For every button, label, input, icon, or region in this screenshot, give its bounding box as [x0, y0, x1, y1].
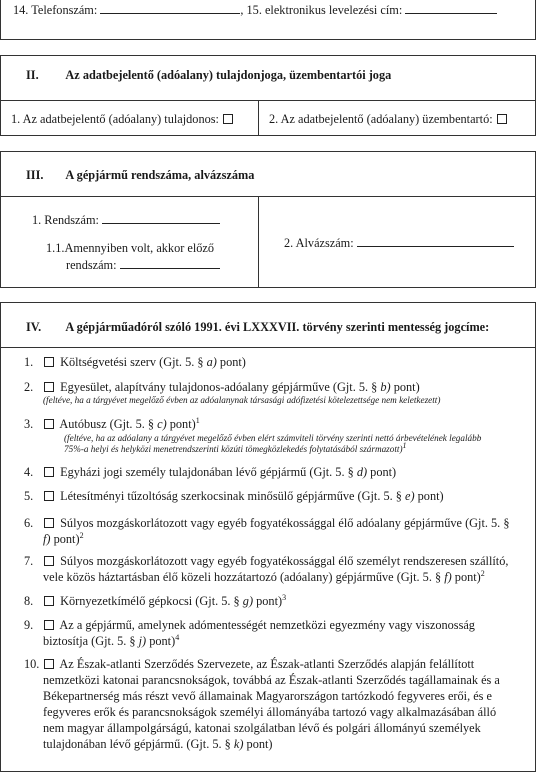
owner-checkbox[interactable]	[223, 114, 233, 124]
exemption-checkbox-10[interactable]	[44, 659, 54, 669]
phone-field[interactable]	[100, 3, 240, 14]
chassis-field[interactable]	[357, 236, 514, 247]
exemption-checkbox-9[interactable]	[44, 620, 54, 630]
owner-label: 1. Az adatbejelentő (adóalany) tulajdonos:	[11, 112, 219, 126]
prev-plate-label-line1: 1.1.Amennyiben volt, akkor előző	[46, 241, 215, 255]
exemption-item-3-note-2: 75%-a helyi és helyközi menetrendszerinti közúti tömegközlekedés folytatásából származott)$^1$	[64, 440, 407, 454]
exemption-item-3-note-1: (feltéve, ha az adóalany a tárgyévet megelőző évben elért számviteli törvény szerinti nettó árbevételének legalább	[64, 433, 482, 443]
email-field[interactable]	[405, 3, 497, 14]
exemption-checkbox-4[interactable]	[44, 467, 54, 477]
prev-plate-label-line2: rendszám:	[66, 258, 117, 272]
exemption-item-2: 2. Egyesület, alapítvány tulajdonos-adóalany gépjárműve (Gjt. 5. § b) pont)	[24, 380, 420, 394]
exemption-item-10-line6: tulajdonában lévő gépjármű. (Gjt. 5. § k) pont)	[43, 737, 273, 751]
exemption-checkbox-2[interactable]	[44, 382, 54, 392]
exemption-item-6-cont: f) pont)$^2$	[43, 530, 84, 546]
prev-plate-field[interactable]	[120, 258, 220, 269]
operator-checkbox[interactable]	[497, 114, 507, 124]
section-ii-title: Az adatbejelentő (adóalany) tulajdonjoga, üzembentartói joga	[65, 68, 392, 82]
section-iv-title: A gépjárműadóról szóló 1991. évi LXXXVII. törvény szerinti mentesség jogcíme:	[65, 320, 490, 334]
exemption-item-9-cont: biztosítja (Gjt. 5. § j) pont)$^4$	[43, 632, 180, 648]
exemption-item-5: 5. Létesítményi tűzoltóság szerkocsinak minősülő gépjárműve (Gjt. 5. § e) pont)	[24, 489, 444, 503]
exemption-item-2-note: (feltéve, ha a tárgyévet megelőző évben az adóalanynak társasági adófizetési kötelezettsége nem keletkezett)	[43, 395, 441, 405]
section-iii-title: A gépjármű rendszáma, alvázszáma	[65, 168, 255, 182]
exemption-item-9: 9. Az a gépjármű, amelynek adómentességét nemzetközi egyezmény vagy viszonosság	[24, 618, 475, 632]
contact-box: 14. Telefonszám: , 15. elektronikus levelezési cím:	[0, 0, 536, 40]
chassis-label: 2. Alvázszám:	[284, 236, 354, 250]
section-iii-number: III.	[26, 168, 44, 182]
operator-label: 2. Az adatbejelentő (adóalany) üzembentartó:	[269, 112, 493, 126]
section-ii-box	[0, 55, 536, 136]
exemption-checkbox-7[interactable]	[44, 556, 54, 566]
exemption-item-7: 7. Súlyos mozgáskorlátozott vagy egyéb fogyatékossággal élő személyt rendszeresen szállító,	[24, 554, 509, 568]
exemption-item-10: 10. Az Észak-atlanti Szerződés Szervezete, az Észak-atlanti Szerződés alapján felállított	[24, 657, 475, 671]
exemption-item-7-cont: vele közös háztartásban élő közeli hozzátartozó (adóalany) gépjárműve (Gjt. 5. § f) pont)$^2$	[43, 568, 485, 584]
exemption-item-10-line2: nemzetközi katonai parancsnokságok, továbbá az Észak-atlanti Szerződés tagállamainak és a	[43, 673, 500, 687]
email-label: 15. elektronikus levelezési cím:	[246, 3, 403, 17]
exemption-item-1: 1. Költségvetési szerv (Gjt. 5. § a) pont)	[24, 355, 246, 369]
exemption-item-8: 8. Környezetkímélő gépkocsi (Gjt. 5. § g) pont)$^3$	[24, 592, 287, 608]
exemption-item-10-line3: Békepartnerség más részt vevő államainak Magyarországon tartózkodó fegyveres erői, és e	[43, 689, 492, 703]
exemption-item-6: 6. Súlyos mozgáskorlátozott vagy egyéb fogyatékossággal élő adóalany gépjárműve (Gjt. 5. §	[24, 516, 510, 530]
section-iii-box	[0, 151, 536, 288]
phone-label: 14. Telefonszám:	[13, 3, 98, 17]
plate-label: 1. Rendszám:	[32, 213, 99, 227]
section-ii-number: II.	[26, 68, 39, 82]
exemption-checkbox-3[interactable]	[44, 419, 54, 429]
plate-field[interactable]	[102, 213, 220, 224]
exemption-item-10-line5: nem magyar állampolgárságú, katonai szolgálatban lévő és polgári állományú személyek	[43, 721, 481, 735]
exemption-checkbox-8[interactable]	[44, 596, 54, 606]
exemption-checkbox-6[interactable]	[44, 518, 54, 528]
exemption-checkbox-5[interactable]	[44, 491, 54, 501]
exemption-item-10-line4: fegyveres erők és parancsnokságok személyi állományába tartozó vagy alkalmazásában álló	[43, 705, 497, 719]
exemption-checkbox-1[interactable]	[44, 357, 54, 367]
section-iv-box	[0, 302, 536, 772]
section-iv-number: IV.	[26, 320, 42, 334]
exemption-item-3: 3. Autóbusz (Gjt. 5. § c) pont)$^1$	[24, 415, 200, 431]
exemption-item-4: 4. Egyházi jogi személy tulajdonában lévő gépjármű (Gjt. 5. § d) pont)	[24, 465, 397, 479]
